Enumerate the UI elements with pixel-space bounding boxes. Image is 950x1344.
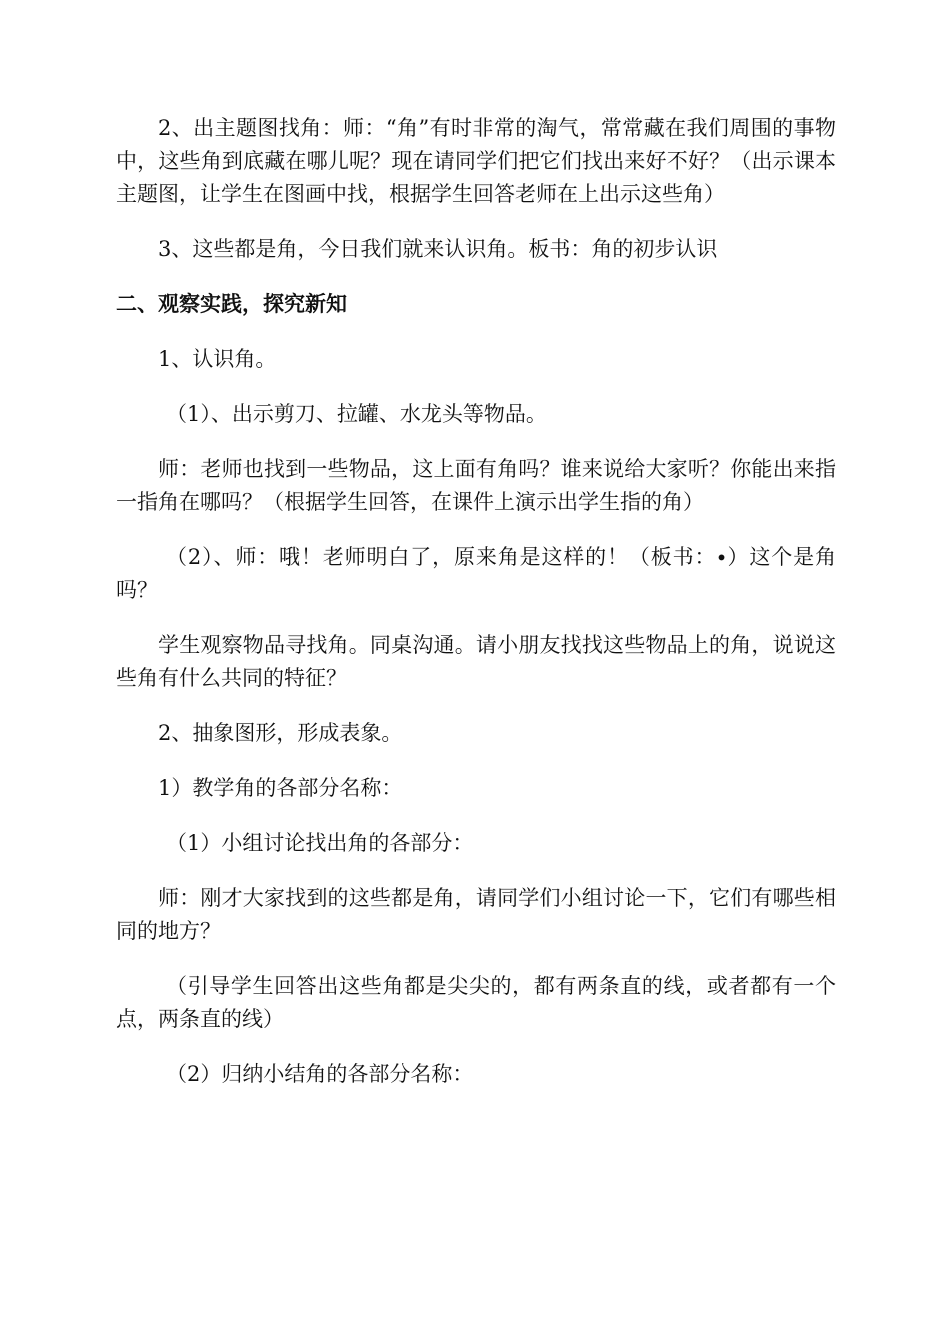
paragraph-step-2: 2、抽象图形，形成表象。	[158, 721, 403, 745]
paragraph-blackboard-point: （2）、师：哦！老师明白了，原来角是这样的！（板书：∙）这个是角吗？	[116, 545, 836, 602]
paragraph-theme-picture: 2、出主题图找角：师：“角”有时非常的淘气，常常藏在我们周围的事物中，这些角到底藏在哪儿呢？现在请同学们把它们找出来好不好？（出示课本主题图，让学生在图画中找，根据学生回答老师在上出示这些角）	[116, 116, 836, 206]
paragraph-step-1: 1、认识角。	[158, 347, 277, 371]
paragraph-show-objects: （1）、出示剪刀、拉罐、水龙头等物品。	[166, 402, 547, 426]
section-heading-observe-practice: 二、观察实践，探究新知	[116, 292, 347, 316]
paragraph-teacher-discussion: 师：刚才大家找到的这些都是角，请同学们小组讨论一下，它们有哪些相同的地方？	[116, 886, 836, 943]
paragraph-introduce-angle: 3、这些都是角，今日我们就来认识角。板书：角的初步认识	[158, 237, 718, 261]
paragraph-summarize-parts: （2）归纳小结角的各部分名称：	[166, 1062, 474, 1086]
paragraph-teacher-question: 师：老师也找到一些物品，这上面有角吗？谁来说给大家听？你能出来指一指角在哪吗？（根据学生回答，在课件上演示出学生指的角）	[116, 457, 836, 514]
paragraph-guide-answer: （引导学生回答出这些角都是尖尖的，都有两条直的线，或者都有一个点，两条直的线）	[116, 974, 836, 1031]
paragraph-teach-parts: 1）教学角的各部分名称：	[158, 776, 403, 800]
document-body	[116, 112, 836, 1113]
paragraph-group-discuss: （1）小组讨论找出角的各部分：	[166, 831, 474, 855]
paragraph-student-observe: 学生观察物品寻找角。同桌沟通。请小朋友找找这些物品上的角，说说这些角有什么共同的特征？	[116, 633, 836, 690]
